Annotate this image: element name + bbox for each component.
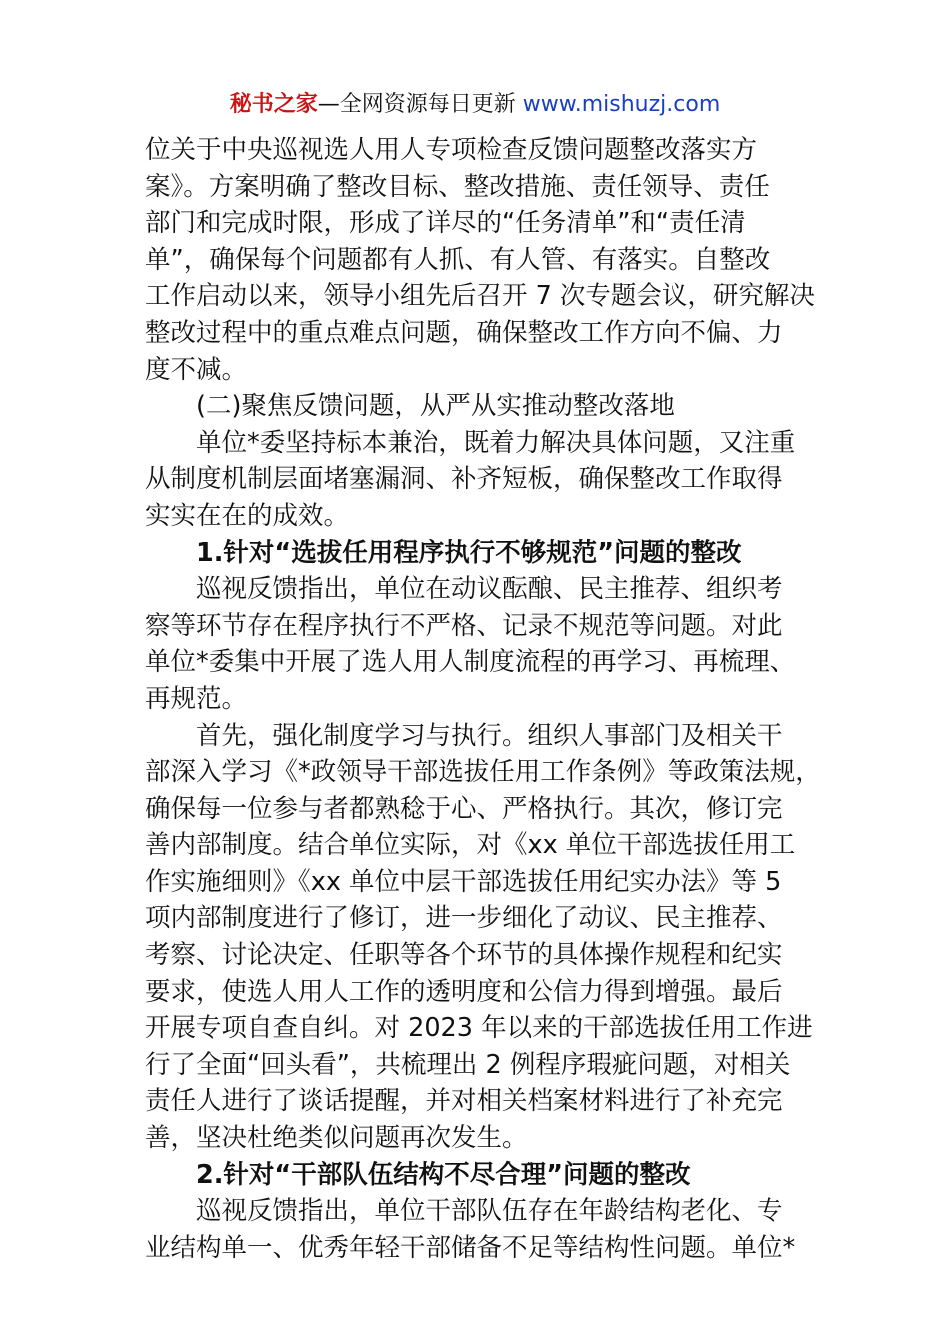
document-body	[145, 132, 821, 1266]
text-line: 确保每一位参与者都熟稔于心、严格执行。其次，修订完	[145, 793, 783, 824]
text-line: 度不减。	[145, 354, 248, 385]
text-line: 实实在在的成效。	[145, 500, 350, 531]
text-line: 单位*委坚持标本兼治，既着力解决具体问题，又注重	[196, 427, 796, 458]
text-line: 责任人进行了谈话提醒，并对相关档案材料进行了补充完	[145, 1086, 783, 1117]
text-line: 首先，强化制度学习与执行。组织人事部门及相关干	[196, 720, 783, 751]
site-url-link[interactable]: www.mishuzj.com	[522, 92, 721, 117]
site-brand: 秘书之家	[229, 92, 318, 117]
text-line: 察等环节存在程序执行不严格、记录不规范等问题。对此	[145, 610, 783, 641]
text-line: (二)聚焦反馈问题，从严从实推动整改落地	[196, 391, 675, 422]
site-header	[0, 88, 950, 122]
text-line: 行了全面“回头看”，共梳理出 2 例程序瑕疵问题，对相关	[145, 1049, 791, 1080]
text-line: 业结构单一、优秀年轻干部储备不足等结构性问题。单位*	[145, 1232, 796, 1263]
text-line: 位关于中央巡视选人用人专项检查反馈问题整改落实方	[145, 135, 758, 165]
text-line: 案》。方案明确了整改目标、整改措施、责任领导、责任	[145, 171, 770, 202]
text-line: 考察、讨论决定、任职等各个环节的具体操作规程和纪实	[145, 940, 783, 971]
text-line: 再规范。	[145, 683, 248, 714]
text-line: 巡视反馈指出，单位干部队伍存在年龄结构老化、专	[196, 1196, 783, 1227]
text-line: 善内部制度。结合单位实际，对《xx 单位干部选拔任用工	[145, 830, 796, 861]
text-line: 从制度机制层面堵塞漏洞、补齐短板，确保整改工作取得	[145, 464, 783, 495]
text-line: 部门和完成时限，形成了详尽的“任务清单”和“责任清	[145, 208, 746, 239]
text-line: 巡视反馈指出，单位在动议酝酿、民主推荐、组织考	[196, 574, 783, 605]
text-line: 项内部制度进行了修订，进一步细化了动议、民主推荐、	[145, 903, 783, 934]
site-slogan: —全网资源每日更新	[317, 92, 523, 117]
text-line: 善，坚决杜绝类似问题再次发生。	[145, 1123, 528, 1154]
text-line: 工作启动以来，领导小组先后召开 7 次专题会议，研究解决	[145, 281, 815, 312]
section-heading-line: 2.针对“干部队伍结构不尽合理”问题的整改	[196, 1159, 691, 1190]
text-line: 部深入学习《*政领导干部选拔任用工作条例》等政策法规，	[145, 757, 821, 788]
text-line: 要求，使选人用人工作的透明度和公信力得到增强。最后	[145, 976, 783, 1007]
text-line: 开展专项自查自纠。对 2023 年以来的干部选拔任用工作进	[145, 1013, 813, 1044]
text-line: 单位*委集中开展了选人用人制度流程的再学习、再梳理、	[145, 647, 796, 678]
text-line: 单”，确保每个问题都有人抓、有人管、有落实。自整改	[145, 244, 771, 275]
text-line: 整改过程中的重点难点问题，确保整改工作方向不偏、力	[145, 317, 783, 348]
section-heading-line: 1.针对“选拔任用程序执行不够规范”问题的整改	[196, 537, 742, 568]
text-line: 作实施细则》《xx 单位中层干部选拔任用纪实办法》等 5	[145, 866, 782, 897]
